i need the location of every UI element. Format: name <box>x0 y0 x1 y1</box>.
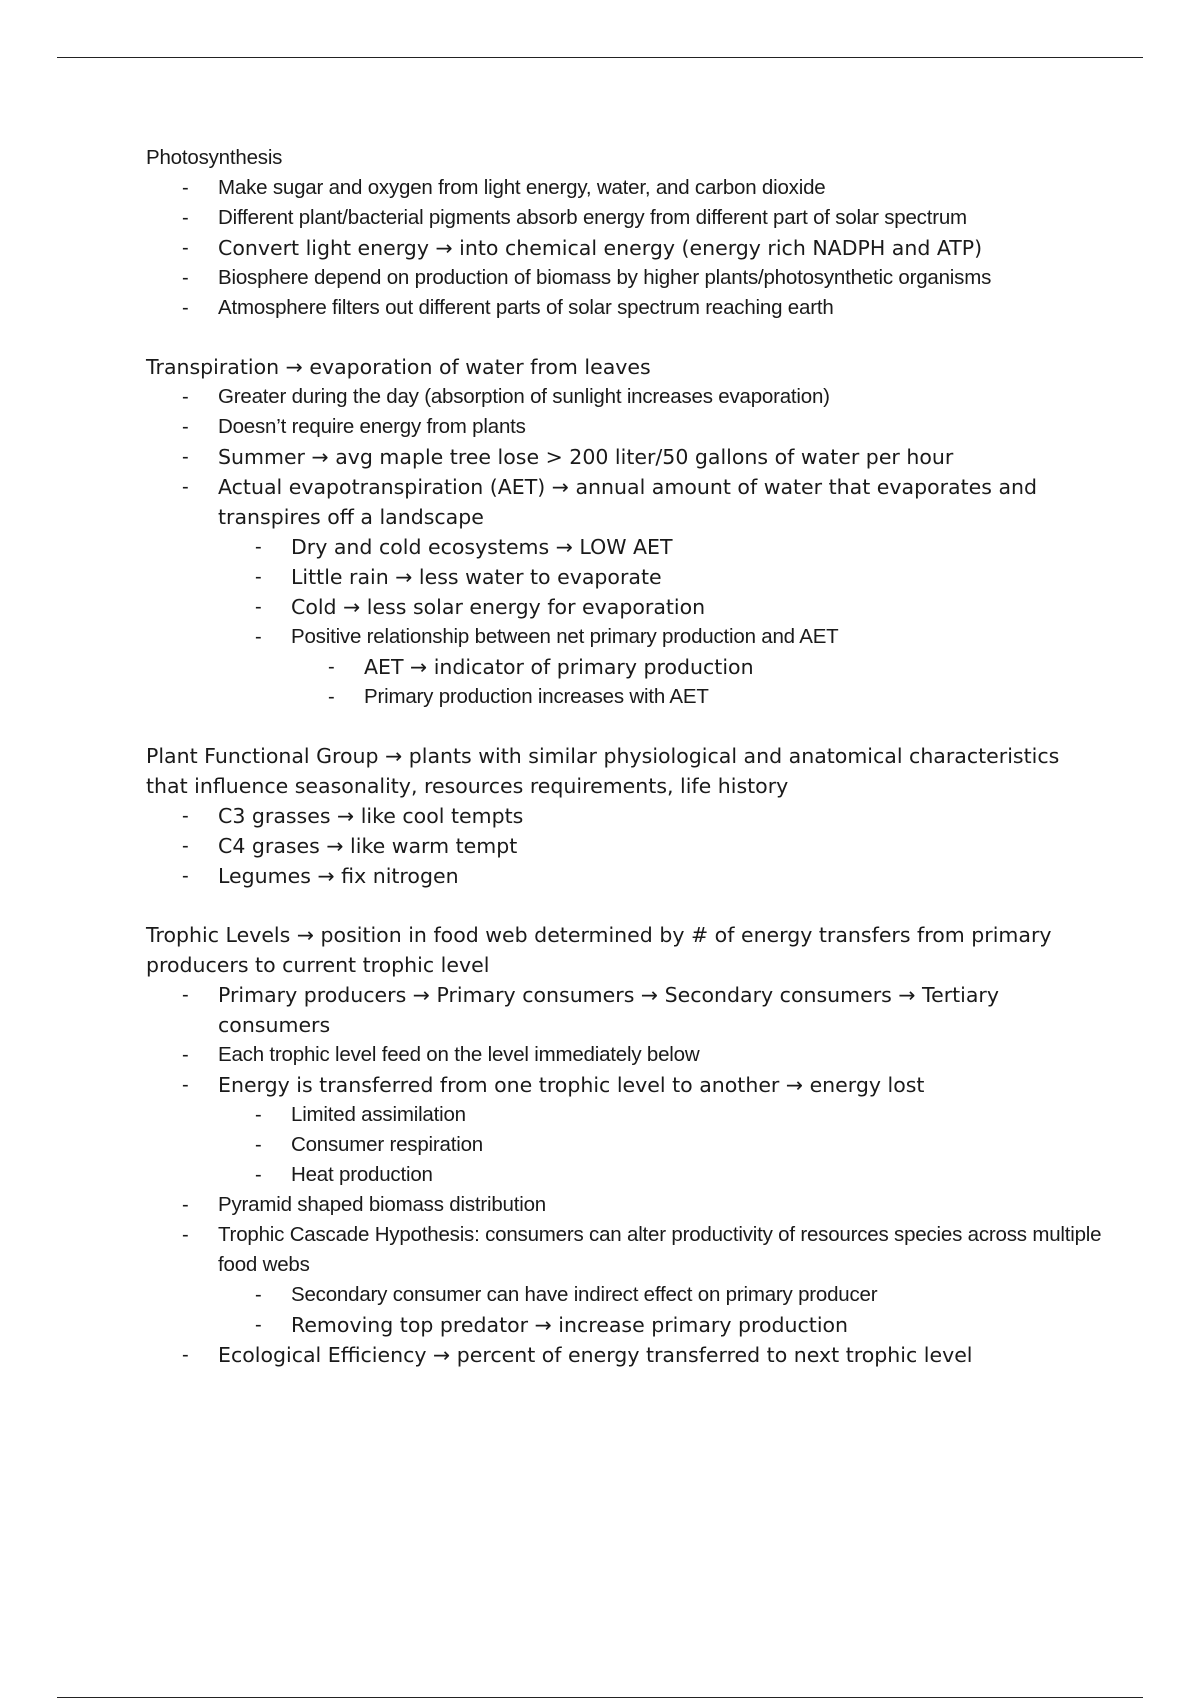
section-heading: Photosynthesis <box>146 146 283 169</box>
list-item <box>146 203 1106 233</box>
list-item-text: Greater during the day (absorption of sunlight increases evaporation) <box>218 385 830 408</box>
list-item <box>146 1310 1106 1340</box>
bullet-marker: - <box>182 386 189 408</box>
bullet-marker: - <box>255 566 262 588</box>
bullet-marker: - <box>182 446 189 468</box>
list-item <box>146 682 1106 712</box>
list-item <box>146 652 1106 682</box>
section-photosynthesis <box>146 143 1106 323</box>
list-item <box>146 1280 1106 1310</box>
bullet-marker: - <box>182 237 189 259</box>
section-heading: Transpiration → evaporation of water from leaves <box>146 355 651 379</box>
bullet-marker: - <box>255 1314 262 1336</box>
list-item <box>146 1190 1106 1220</box>
list-item-text: Summer → avg maple tree lose > 200 liter/50 gallons of water per hour <box>218 445 954 469</box>
list-item <box>146 1040 1106 1070</box>
section-heading: Trophic Levels → position in food web determined by # of energy transfers from primary producers to current trophic level <box>146 923 1052 977</box>
bullet-marker: - <box>182 805 189 827</box>
list-item-text: Convert light energy → into chemical energy (energy rich NADPH and ATP) <box>218 236 983 260</box>
bullet-marker: - <box>182 297 189 319</box>
list-item-text: Actual evapotranspiration (AET) → annual amount of water that evaporates and transpires off a landscape <box>218 475 1038 529</box>
list-item <box>146 442 1106 472</box>
list-item <box>146 412 1106 442</box>
list-item <box>146 1340 1106 1370</box>
list-item <box>146 532 1106 562</box>
list-item-text: C4 grases → like warm tempt <box>218 834 518 858</box>
list-item-text: Primary production increases with AET <box>364 685 709 708</box>
list-item <box>146 622 1106 652</box>
bullet-marker: - <box>255 1134 262 1156</box>
list-item <box>146 1100 1106 1130</box>
list-item-text: Atmosphere filters out different parts of solar spectrum reaching earth <box>218 296 834 319</box>
list-item <box>146 472 1106 532</box>
list-item-text: C3 grasses → like cool tempts <box>218 804 524 828</box>
list-item-text: Trophic Cascade Hypothesis: consumers can alter productivity of resources species across multiple food webs <box>218 1223 1102 1276</box>
bullet-marker: - <box>182 1074 189 1096</box>
bullet-marker: - <box>182 835 189 857</box>
list-item-text: Little rain → less water to evaporate <box>291 565 662 589</box>
list-item-text: Biosphere depend on production of biomass by higher plants/photosynthetic organisms <box>218 266 992 289</box>
header-rule <box>57 57 1143 58</box>
bullet-marker: - <box>182 267 189 289</box>
list-item-text: Each trophic level feed on the level immediately below <box>218 1043 700 1066</box>
bullet-marker: - <box>328 686 335 708</box>
list-item-text: Doesn’t require energy from plants <box>218 415 526 438</box>
section-plant-functional-group <box>146 741 1106 891</box>
document-body <box>146 143 1106 1370</box>
list-item-text: Cold → less solar energy for evaporation <box>291 595 706 619</box>
bullet-marker: - <box>182 865 189 887</box>
list-item-text: Pyramid shaped biomass distribution <box>218 1193 546 1216</box>
list-item-text: Different plant/bacterial pigments absorb energy from different part of solar spectrum <box>218 206 967 229</box>
bullet-marker: - <box>328 656 335 678</box>
bullet-marker: - <box>255 536 262 558</box>
list-item <box>146 980 1106 1040</box>
bullet-marker: - <box>255 1104 262 1126</box>
list-item-text: Heat production <box>291 1163 433 1186</box>
bullet-marker: - <box>182 984 189 1006</box>
list-item-text: Limited assimilation <box>291 1103 466 1126</box>
bullet-marker: - <box>255 626 262 648</box>
list-item <box>146 233 1106 263</box>
list-item-text: Primary producers → Primary consumers → Secondary consumers → Tertiary consumers <box>218 983 999 1037</box>
list-item <box>146 1160 1106 1190</box>
bullet-marker: - <box>182 1224 189 1246</box>
list-item-text: Removing top predator → increase primary production <box>291 1313 849 1337</box>
list-item <box>146 1220 1106 1280</box>
list-item-text: Legumes → fix nitrogen <box>218 864 459 888</box>
list-item <box>146 562 1106 592</box>
list-item <box>146 263 1106 293</box>
list-item <box>146 592 1106 622</box>
list-item <box>146 861 1106 891</box>
list-item <box>146 1130 1106 1160</box>
list-item-text: Ecological Efficiency → percent of energy transferred to next trophic level <box>218 1343 973 1367</box>
bullet-marker: - <box>255 596 262 618</box>
bullet-marker: - <box>182 1194 189 1216</box>
section-heading: Plant Functional Group → plants with similar physiological and anatomical characteristics that influence seasonality, resources requirements, life history <box>146 744 1060 798</box>
footer-rule <box>57 1697 1143 1698</box>
bullet-marker: - <box>182 476 189 498</box>
list-item-text: Energy is transferred from one trophic level to another → energy lost <box>218 1073 925 1097</box>
list-item-text: Consumer respiration <box>291 1133 483 1156</box>
list-item <box>146 831 1106 861</box>
list-item <box>146 801 1106 831</box>
list-item-text: Positive relationship between net primary production and AET <box>291 625 839 648</box>
list-item <box>146 1070 1106 1100</box>
list-item <box>146 293 1106 323</box>
list-item-text: Dry and cold ecosystems → LOW AET <box>291 535 673 559</box>
list-item-text: Make sugar and oxygen from light energy, water, and carbon dioxide <box>218 176 826 199</box>
section-transpiration <box>146 352 1106 712</box>
bullet-marker: - <box>182 1344 189 1366</box>
bullet-marker: - <box>182 1044 189 1066</box>
bullet-marker: - <box>255 1284 262 1306</box>
list-item <box>146 173 1106 203</box>
bullet-marker: - <box>255 1164 262 1186</box>
bullet-marker: - <box>182 207 189 229</box>
section-trophic-levels <box>146 920 1106 1370</box>
list-item-text: AET → indicator of primary production <box>364 655 754 679</box>
bullet-marker: - <box>182 416 189 438</box>
list-item-text: Secondary consumer can have indirect effect on primary producer <box>291 1283 878 1306</box>
list-item <box>146 382 1106 412</box>
bullet-marker: - <box>182 177 189 199</box>
